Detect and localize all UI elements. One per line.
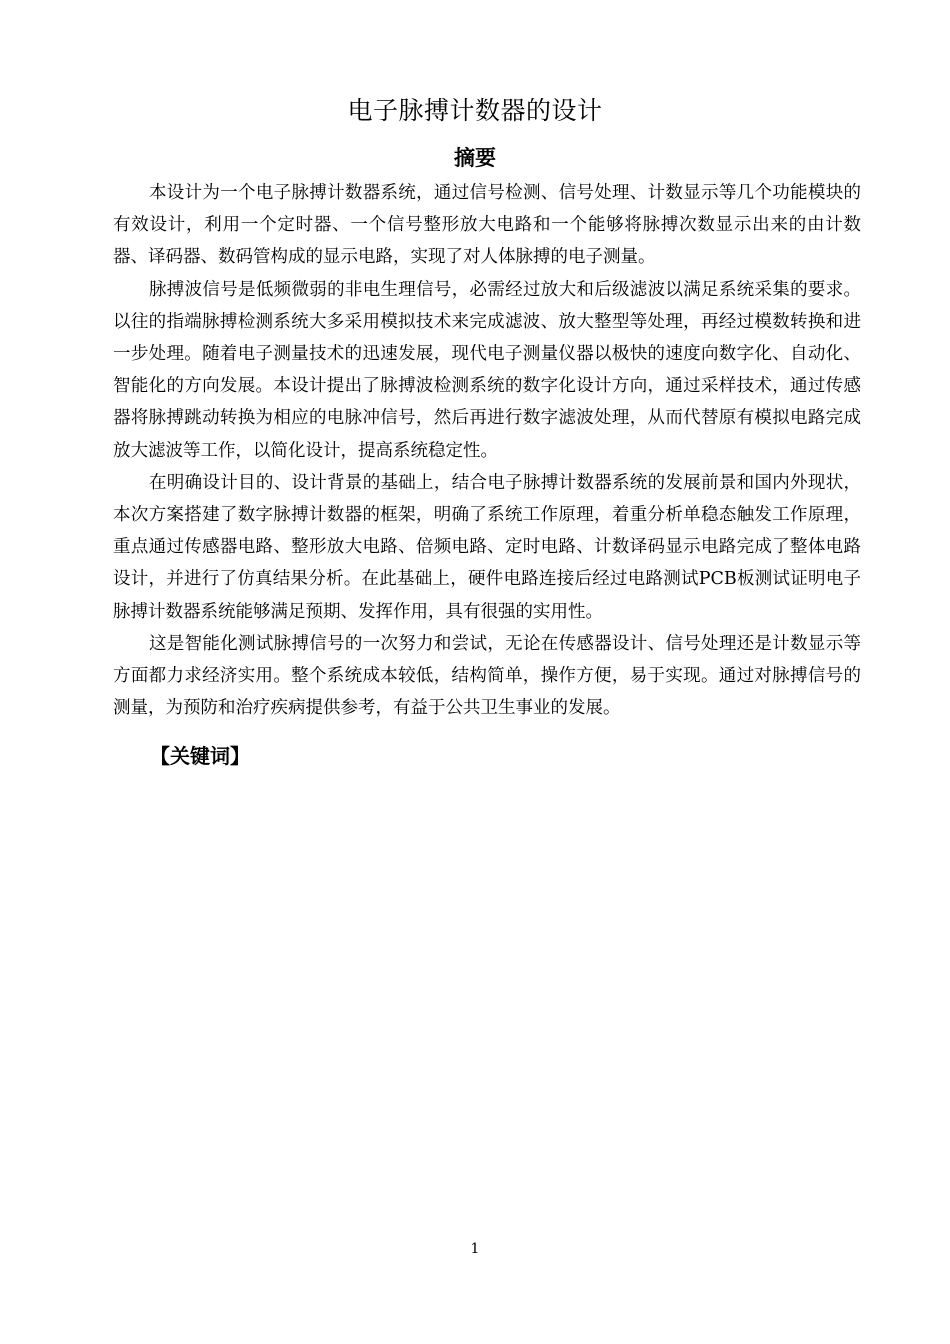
abstract-paragraph-4: 这是智能化测试脉搏信号的一次努力和尝试，无论在传感器设计、信号处理还是计数显示等方面都力求经济实用。整个系统成本较低，结构简单，操作方便，易于实现。通过对脉搏信号的测量，为预防和治疗疾病提供参考，有益于公共卫生事业的发展。 (113, 633, 861, 719)
keywords-label: 【关键词】 (150, 744, 250, 768)
abstract-paragraph-3: 在明确设计目的、设计背景的基础上，结合电子脉搏计数器系统的发展前景和国内外现状，本次方案搭建了数字脉搏计数器的框架，明确了系统工作原理，着重分析单稳态触发工作原理，重点通过传感器电路、整形放大电路、倍频电路、定时电路、计数译码显示电路完成了整体电路设计，并进行了仿真结果分析。在此基础上，硬件电路连接后经过电路测试PCB板测试证明电子脉搏计数器系统能够满足预期、发挥作用，具有很强的实用性。 (113, 472, 861, 622)
page-number: 1 (470, 1241, 480, 1257)
abstract-paragraph-2: 脉搏波信号是低频微弱的非电生理信号，必需经过放大和后级滤波以满足系统采集的要求。以往的指端脉搏检测系统大多采用模拟技术来完成滤波、放大整型等处理，再经过模数转换和进一步处理。随着电子测量技术的迅速发展，现代电子测量仪器以极快的速度向数字化、自动化、智能化的方向发展。本设计提出了脉搏波检测系统的数字化设计方向，通过采样技术，通过传感器将脉搏跳动转换为相应的电脉冲信号，然后再进行数字滤波处理，从而代替原有模拟电路完成放大滤波等工作，以简化设计，提高系统稳定性。 (113, 279, 861, 461)
document-title: 电子脉搏计数器的设计 (347, 96, 603, 125)
abstract-heading: 摘要 (454, 146, 496, 170)
abstract-body (113, 177, 861, 724)
abstract-paragraph-1: 本设计为一个电子脉搏计数器系统，通过信号检测、信号处理、计数显示等几个功能模块的有效设计，利用一个定时器、一个信号整形放大电路和一个能够将脉搏次数显示出来的由计数器、译码器、数码管构成的显示电路，实现了对人体脉搏的电子测量。 (113, 183, 861, 268)
